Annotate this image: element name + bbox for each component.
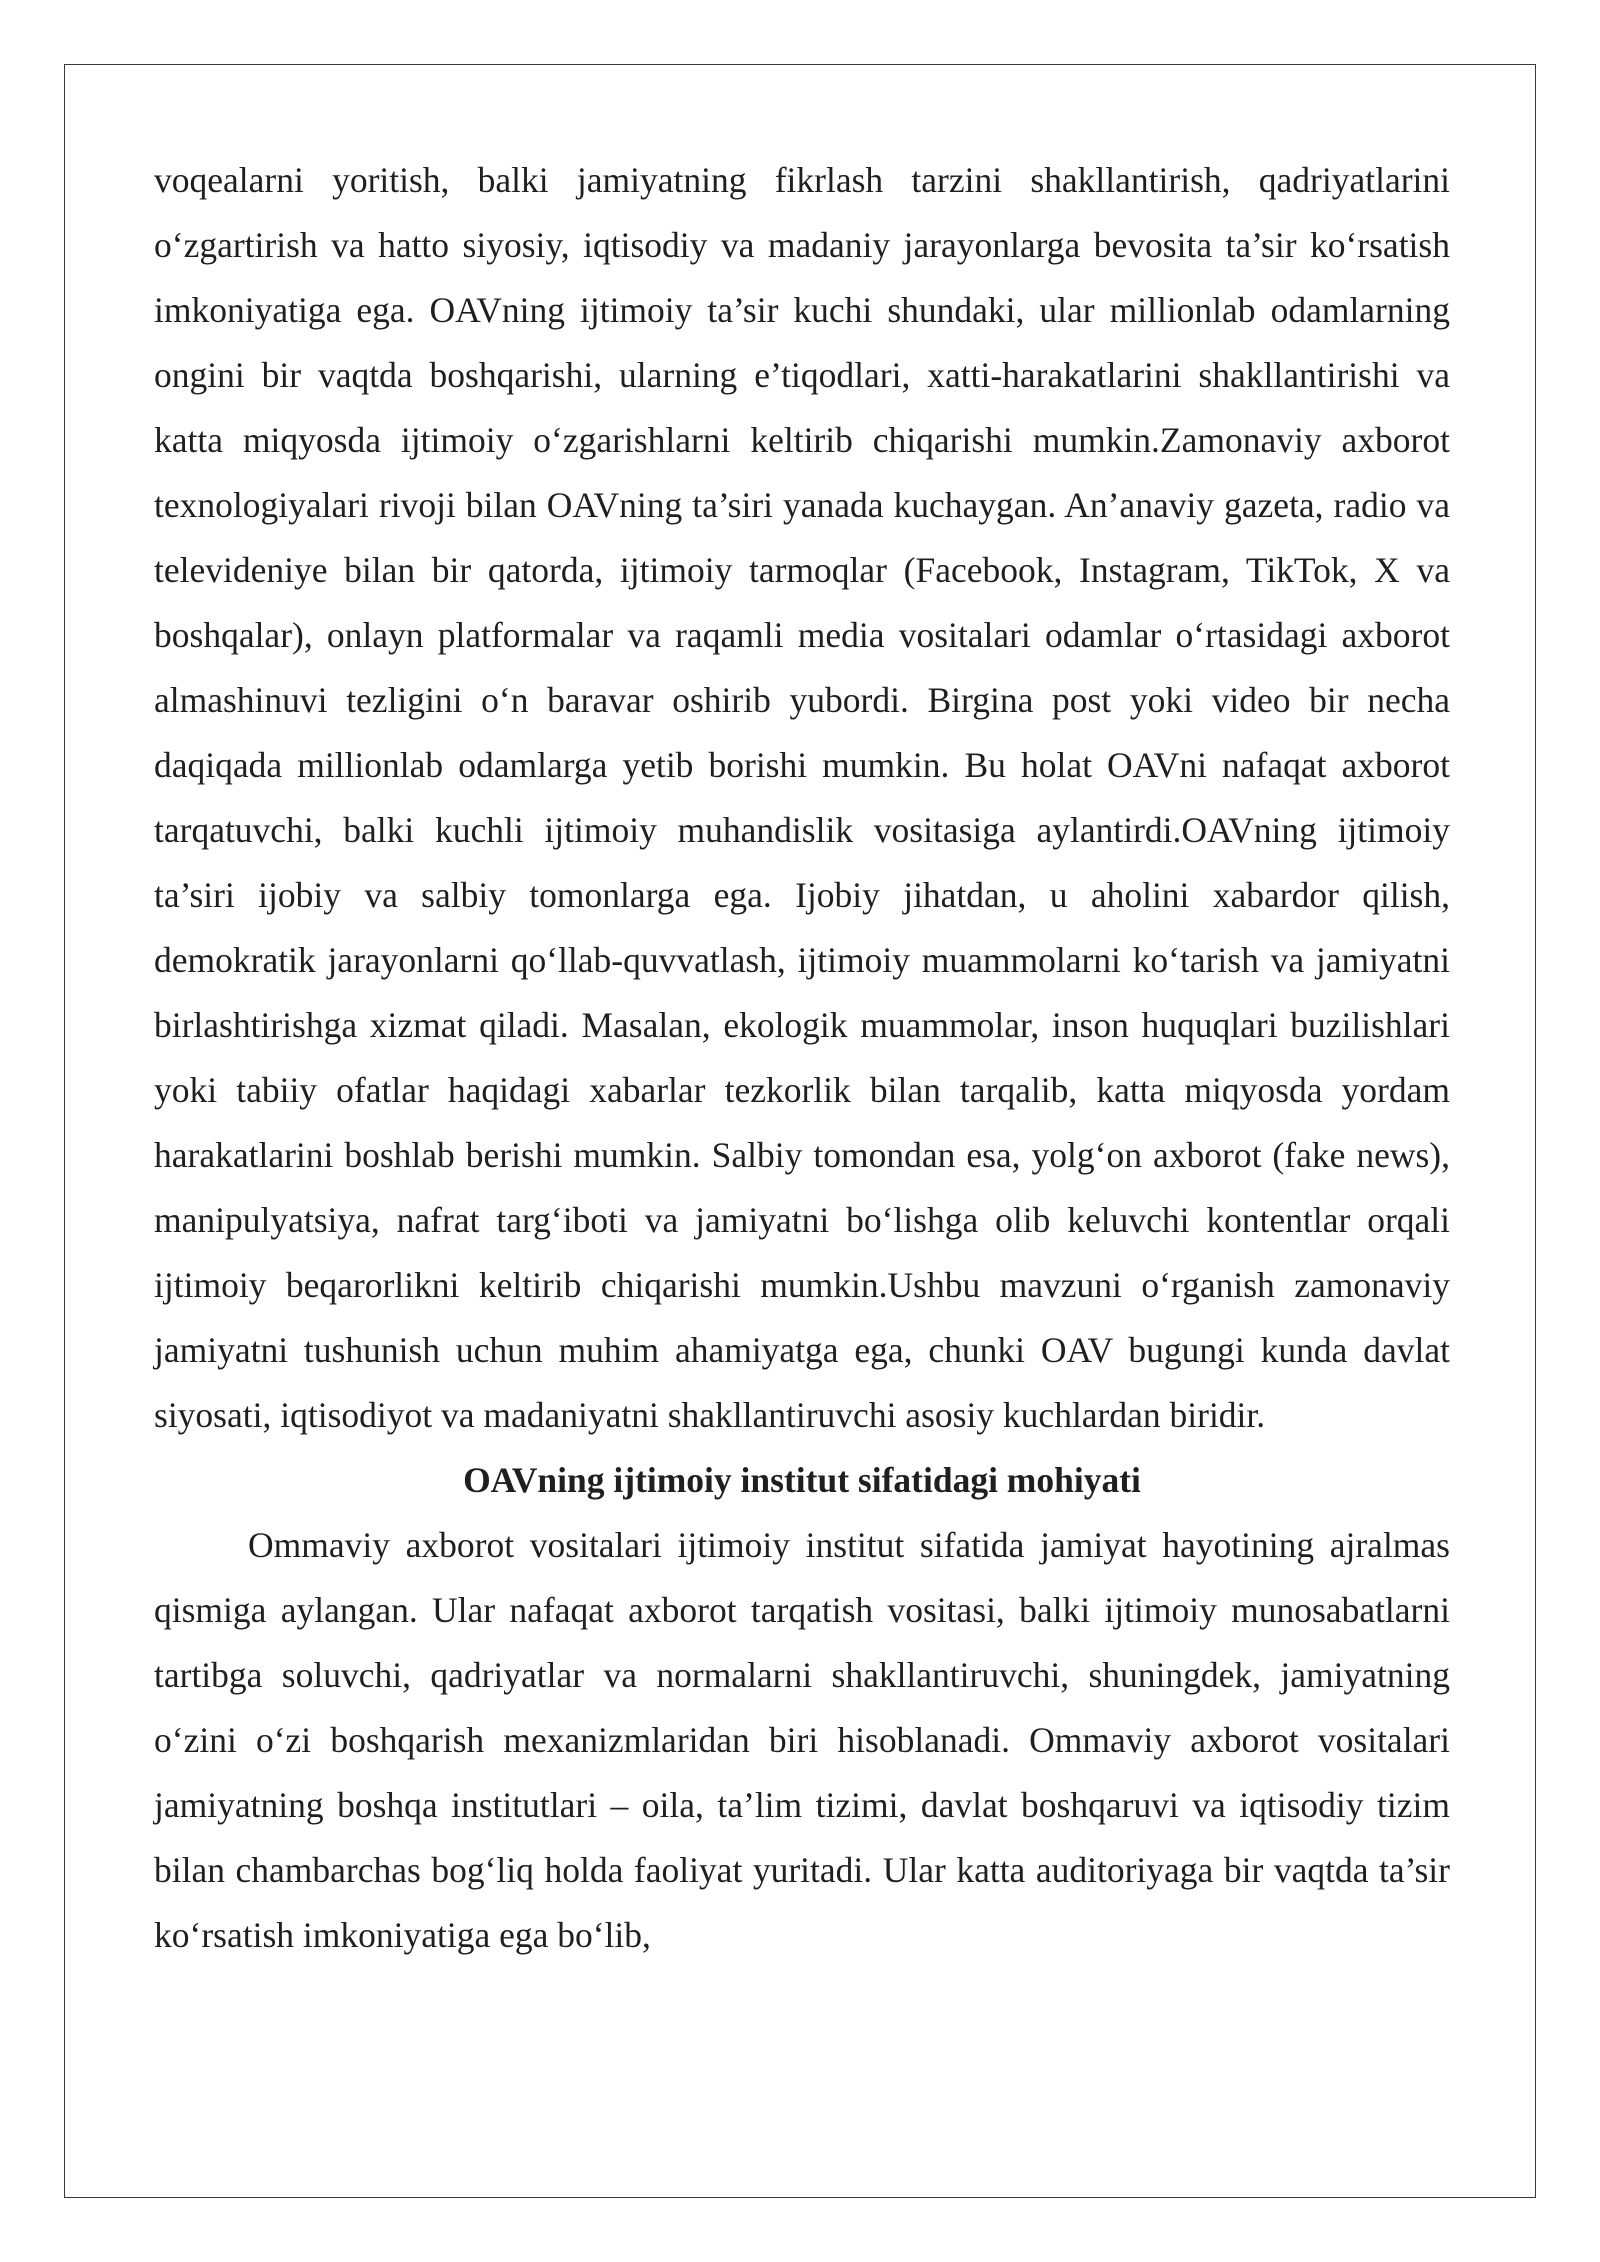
- paragraph-continued: voqealarni yoritish, balki jamiyatning fikrlash tarzini shakllantirish, qadriyatlarini o‘zgartirish va hatto siyosiy, iqtisodiy va madaniy jarayonlarga bevosita ta’sir ko‘rsatish imkoniyatiga ega. OAVning ijtimoiy ta’sir kuchi shundaki, ular millionlab odamlarning ongini bir vaqtda boshqarishi, ularning e’tiqodlari, xatti-harakatlarini shakllantirishi va katta miqyosda ijtimoiy o‘zgarishlarni keltirib chiqarishi mumkin.Zamonaviy axborot texnologiyalari rivoji bilan OAVning ta’siri yanada kuchaygan. An’anaviy gazeta, radio va televideniye bilan bir qatorda, ijtimoiy tarmoqlar (Facebook, Instagram, TikTok, X va boshqalar), onlayn platformalar va raqamli media vositalari odamlar o‘rtasidagi axborot almashinuvi tezligini o‘n baravar oshirib yubordi. Birgina post yoki video bir necha daqiqada millionlab odamlarga yetib borishi mumkin. Bu holat OAVni nafaqat axborot tarqatuvchi, balki kuchli ijtimoiy muhandislik vositasiga aylantirdi.OAVning ijtimoiy ta’siri ijobiy va salbiy tomonlarga ega. Ijobiy jihatdan, u aholini xabardor qilish, demokratik jarayonlarni qo‘llab-quvvatlash, ijtimoiy muammolarni ko‘tarish va jamiyatni birlashtirishga xizmat qiladi. Masalan, ekologik muammolar, inson huquqlari buzilishlari yoki tabiiy ofatlar haqidagi xabarlar tezkorlik bilan tarqalib, katta miqyosda yordam harakatlarini boshlab berishi mumkin. Salbiy tomondan esa, yolg‘on axborot (fake news), manipulyatsiya, nafrat targ‘iboti va jamiyatni bo‘lishga olib keluvchi kontentlar orqali ijtimoiy beqarorlikni keltirib chiqarishi mumkin.Ushbu mavzuni o‘rganish zamonaviy jamiyatni tushunish uchun muhim ahamiyatga ega, chunki OAV bugungi kunda davlat siyosati, iqtisodiyot va madaniyatni shakllantiruvchi asosiy kuchlardan biridir.: [154, 160, 1450, 1435]
- document-body: [154, 148, 1450, 1968]
- paragraph-section-intro: Ommaviy axborot vositalari ijtimoiy institut sifatida jamiyat hayotining ajralmas qismiga aylangan. Ular nafaqat axborot tarqatish vositasi, balki ijtimoiy munosabatlarni tartibga soluvchi, qadriyatlar va normalarni shakllantiruvchi, shuningdek, jamiyatning o‘zini o‘zi boshqarish mexanizmlaridan biri hisoblanadi. Ommaviy axborot vositalari jamiyatning boshqa institutlari – oila, ta’lim tizimi, davlat boshqaruvi va iqtisodiy tizim bilan chambarchas bog‘liq holda faoliyat yuritadi. Ular katta auditoriyaga bir vaqtda ta’sir ko‘rsatish imkoniyatiga ega bo‘lib,: [154, 1525, 1450, 1955]
- section-heading: OAVning ijtimoiy institut sifatidagi mohiyati: [463, 1460, 1141, 1500]
